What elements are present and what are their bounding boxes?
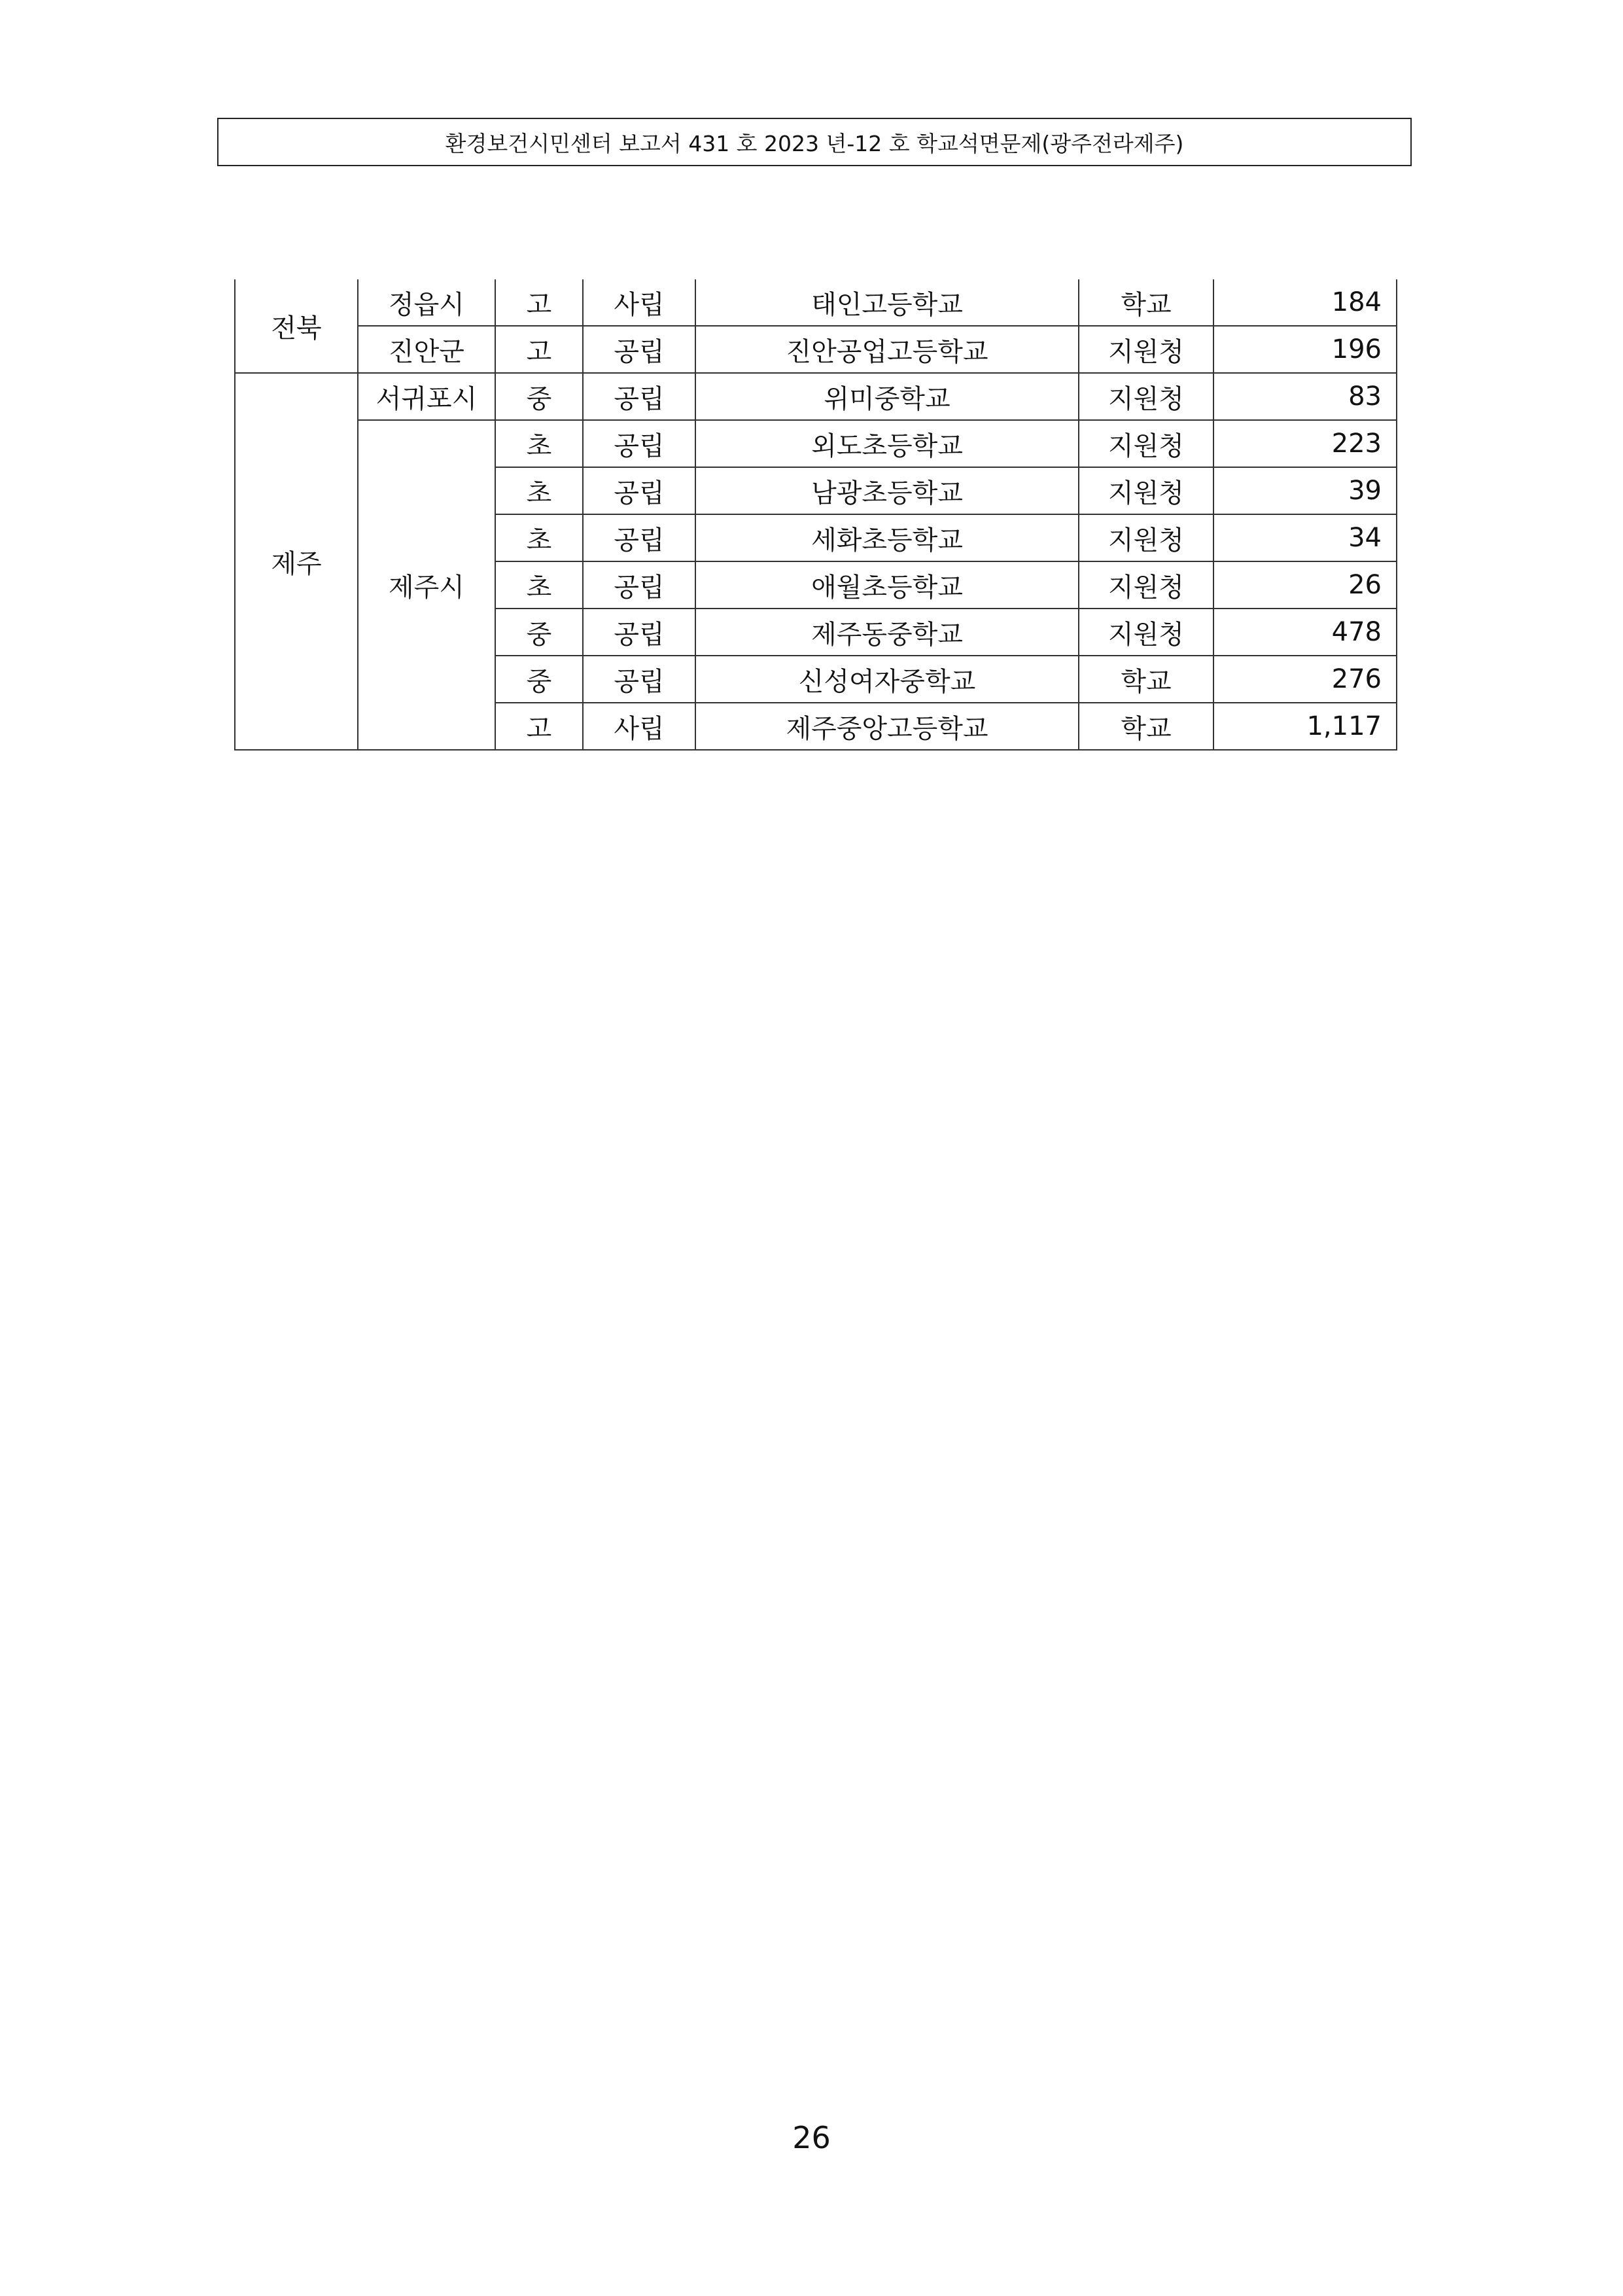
value-cell: 39 xyxy=(1213,467,1397,514)
value-cell: 223 xyxy=(1213,420,1397,467)
school-cell: 태인고등학교 xyxy=(695,279,1079,326)
level-cell: 중 xyxy=(495,656,583,703)
page-number: 26 xyxy=(792,2120,831,2155)
table-row xyxy=(235,373,1397,420)
school-cell: 애월초등학교 xyxy=(695,561,1079,609)
type-cell: 사립 xyxy=(583,703,695,750)
type-cell: 공립 xyxy=(583,656,695,703)
table-row xyxy=(235,326,1397,373)
school-cell: 위미중학교 xyxy=(695,373,1079,420)
manager-cell: 지원청 xyxy=(1079,467,1213,514)
type-cell: 공립 xyxy=(583,467,695,514)
school-cell: 제주중앙고등학교 xyxy=(695,703,1079,750)
school-cell: 제주동중학교 xyxy=(695,609,1079,656)
level-cell: 초 xyxy=(495,467,583,514)
level-cell: 중 xyxy=(495,373,583,420)
type-cell: 사립 xyxy=(583,279,695,326)
level-cell: 초 xyxy=(495,561,583,609)
level-cell: 중 xyxy=(495,609,583,656)
value-cell: 184 xyxy=(1213,279,1397,326)
level-cell: 고 xyxy=(495,703,583,750)
manager-cell: 지원청 xyxy=(1079,561,1213,609)
city-cell: 정읍시 xyxy=(358,279,495,326)
school-cell: 세화초등학교 xyxy=(695,514,1079,561)
value-cell: 83 xyxy=(1213,373,1397,420)
school-cell: 신성여자중학교 xyxy=(695,656,1079,703)
type-cell: 공립 xyxy=(583,420,695,467)
value-cell: 478 xyxy=(1213,609,1397,656)
table-row xyxy=(235,279,1397,326)
value-cell: 196 xyxy=(1213,326,1397,373)
level-cell: 고 xyxy=(495,326,583,373)
manager-cell: 지원청 xyxy=(1079,609,1213,656)
manager-cell: 지원청 xyxy=(1079,326,1213,373)
manager-cell: 지원청 xyxy=(1079,514,1213,561)
manager-cell: 지원청 xyxy=(1079,420,1213,467)
value-cell: 26 xyxy=(1213,561,1397,609)
type-cell: 공립 xyxy=(583,514,695,561)
city-cell: 진안군 xyxy=(358,326,495,373)
manager-cell: 학교 xyxy=(1079,656,1213,703)
type-cell: 공립 xyxy=(583,561,695,609)
city-cell: 서귀포시 xyxy=(358,373,495,420)
type-cell: 공립 xyxy=(583,373,695,420)
region-cell: 전북 xyxy=(235,279,358,373)
manager-cell: 학교 xyxy=(1079,703,1213,750)
type-cell: 공립 xyxy=(583,326,695,373)
level-cell: 초 xyxy=(495,514,583,561)
table-row xyxy=(235,420,1397,467)
value-cell: 276 xyxy=(1213,656,1397,703)
region-cell: 제주 xyxy=(235,373,358,750)
value-cell: 34 xyxy=(1213,514,1397,561)
report-header xyxy=(217,118,1412,166)
manager-cell: 지원청 xyxy=(1079,373,1213,420)
school-cell: 진안공업고등학교 xyxy=(695,326,1079,373)
value-cell: 1,117 xyxy=(1213,703,1397,750)
school-cell: 남광초등학교 xyxy=(695,467,1079,514)
report-title: 환경보건시민센터 보고서 431 호 2023 년-12 호 학교석면문제(광주전라제주) xyxy=(445,130,1184,156)
manager-cell: 학교 xyxy=(1079,279,1213,326)
school-cell: 외도초등학교 xyxy=(695,420,1079,467)
level-cell: 초 xyxy=(495,420,583,467)
level-cell: 고 xyxy=(495,279,583,326)
city-cell: 제주시 xyxy=(358,420,495,750)
school-asbestos-table xyxy=(234,279,1397,751)
type-cell: 공립 xyxy=(583,609,695,656)
